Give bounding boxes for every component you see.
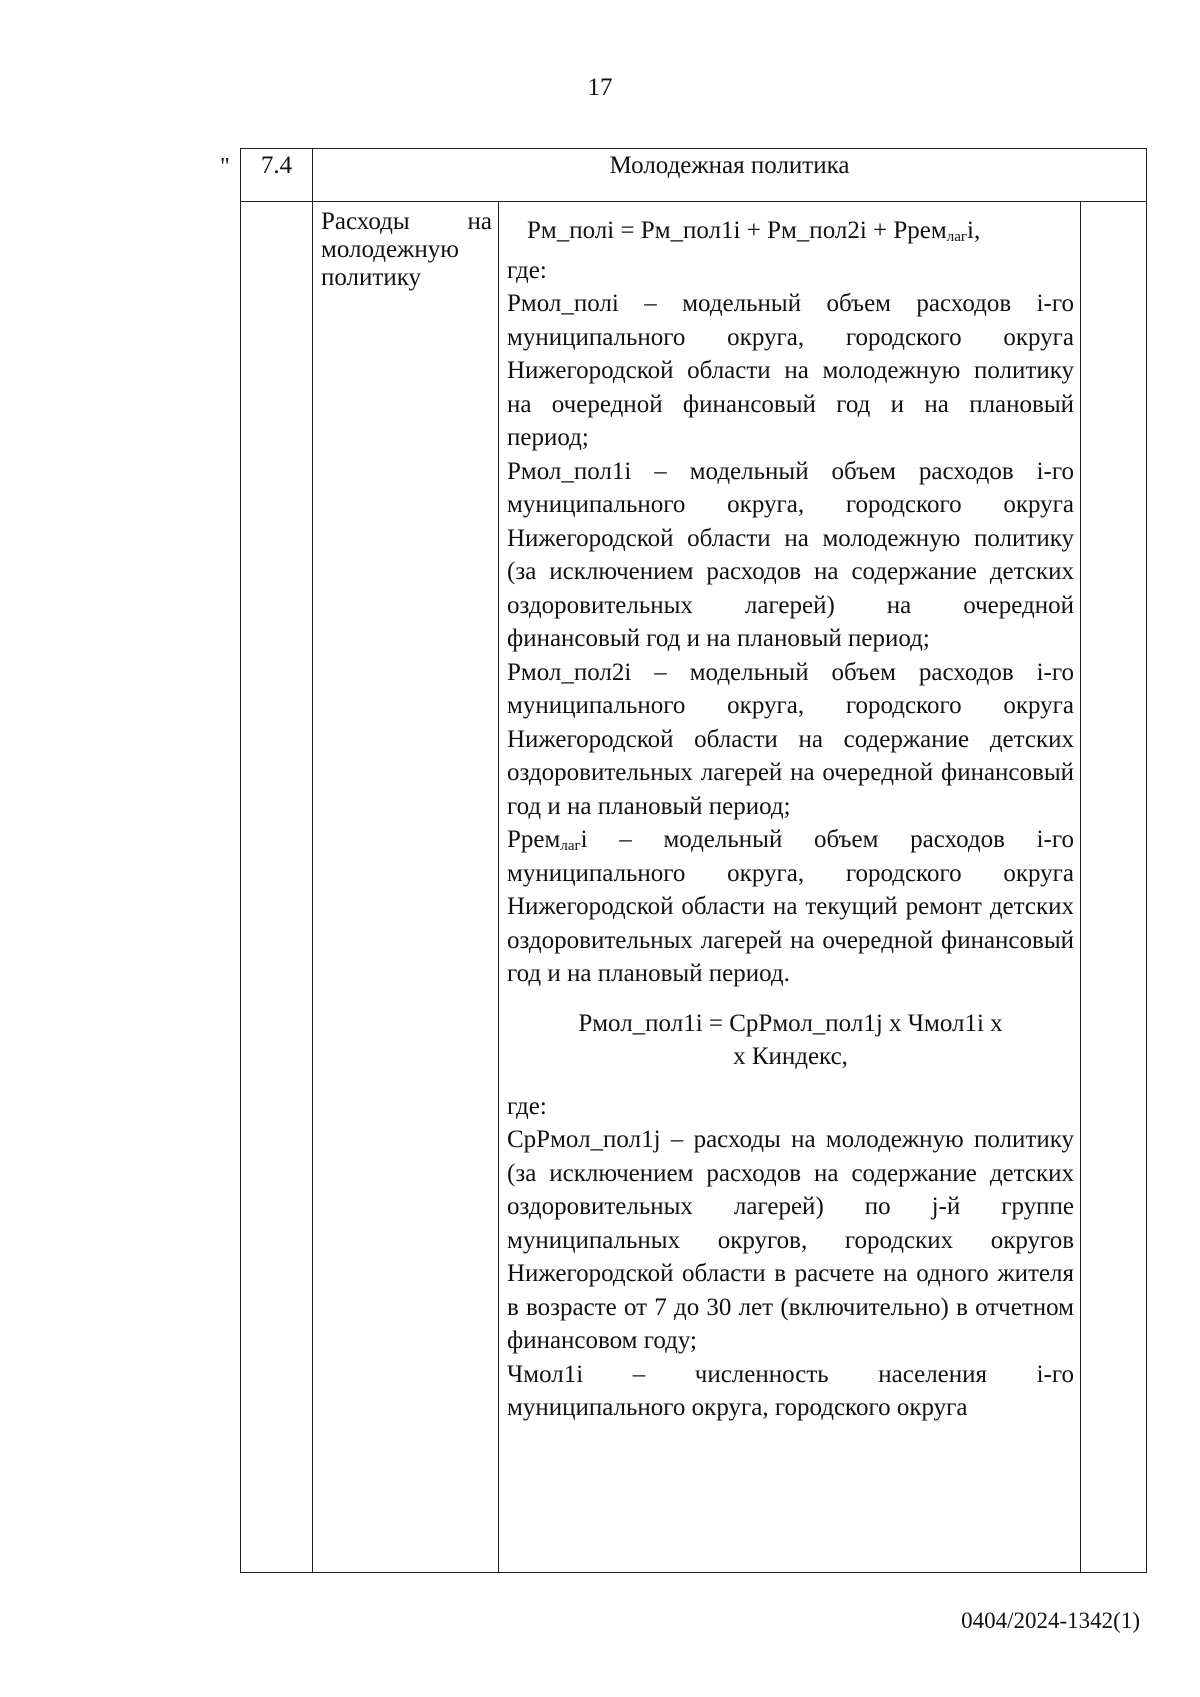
- document-code: 0404/2024-1342(1): [961, 1608, 1140, 1633]
- label-word-on: на: [467, 208, 492, 235]
- definition-paragraph: Рмол_пол1i – модельный объем расходов i-го муниципального округа, городского округа Нижегородской области на молодежную политику (за исключением расходов на содержание детских оздоровительных лагерей) на очередной финансовый год и на плановый период;: [507, 457, 1074, 652]
- budget-methodology-table: [240, 148, 1147, 1573]
- formula-content-cell: [499, 202, 1081, 1573]
- label-line-1: [321, 208, 492, 236]
- definition-paragraph: СрРмол_пол1j – расходы на молодежную политику (за исключением расходов на содержание детских оздоровительных лагерей) по j-й группе муниципальных округов, городских округов Нижегородской области в расчете на одного жителя в возрасте от 7 до 30 лет (включительно) в отчетном финансовом году;: [507, 1126, 1074, 1354]
- label-word-expenses: Расходы: [321, 208, 410, 235]
- label-line-3: политику: [321, 264, 421, 291]
- repair-subscript: лаг: [560, 838, 581, 854]
- page-number: 17: [587, 74, 613, 101]
- section-header-row: [241, 149, 1147, 202]
- opening-quote-mark: ": [220, 154, 230, 180]
- section-title: Молодежная политика: [313, 149, 1147, 202]
- definition-paragraph: Рмол_пол2i – модельный объем расходов i-го муниципального округа, городского округа Нижегородской области на содержание детских оздоровительных лагерей на очередной финансовый год и на плановый период;: [507, 658, 1074, 820]
- empty-notes-cell: [1081, 202, 1147, 1573]
- definition-paragraph: Рмол_полi – модельный объем расходов i-го муниципального округа, городского округа Нижегородской области на молодежную политику на очередной финансовый год и на плановый период;: [507, 290, 1074, 451]
- where-label-2: где:: [507, 1092, 547, 1120]
- formula-total: [507, 214, 1074, 248]
- label-line-2: молодежную: [321, 236, 459, 263]
- expense-label-cell: [313, 202, 499, 1573]
- formula-youth-policy: [507, 1007, 1074, 1074]
- section-body-row: [241, 202, 1147, 1573]
- formula-total-subscript: лаг: [946, 229, 967, 245]
- repair-symbol: Ррем: [507, 826, 561, 853]
- definition-paragraph: Чмол1i – численность населения i-го муниципального округа, городского округа: [507, 1360, 1074, 1421]
- definition-paragraph-repair: [507, 823, 1074, 991]
- formula-total-main: Рм_полi = Рм_пол1i + Рм_пол2i + Ррем: [527, 217, 947, 244]
- formula-total-tail: i,: [967, 217, 981, 244]
- section-number: 7.4: [241, 149, 313, 202]
- where-label-1: где:: [507, 256, 547, 284]
- formula-youth-line-1: Рмол_пол1i = СрРмол_пол1j х Чмол1i х: [578, 1009, 1003, 1037]
- formula-youth-line-2: х Киндекс,: [733, 1043, 848, 1070]
- empty-number-cell: [241, 202, 313, 1573]
- repair-definition-text: i – модельный объем расходов i-го муниципального округа, городского округа Нижегородской области на текущий ремонт детских оздоровительных лагерей на очередной финансовый год и на плановый период.: [507, 826, 1074, 987]
